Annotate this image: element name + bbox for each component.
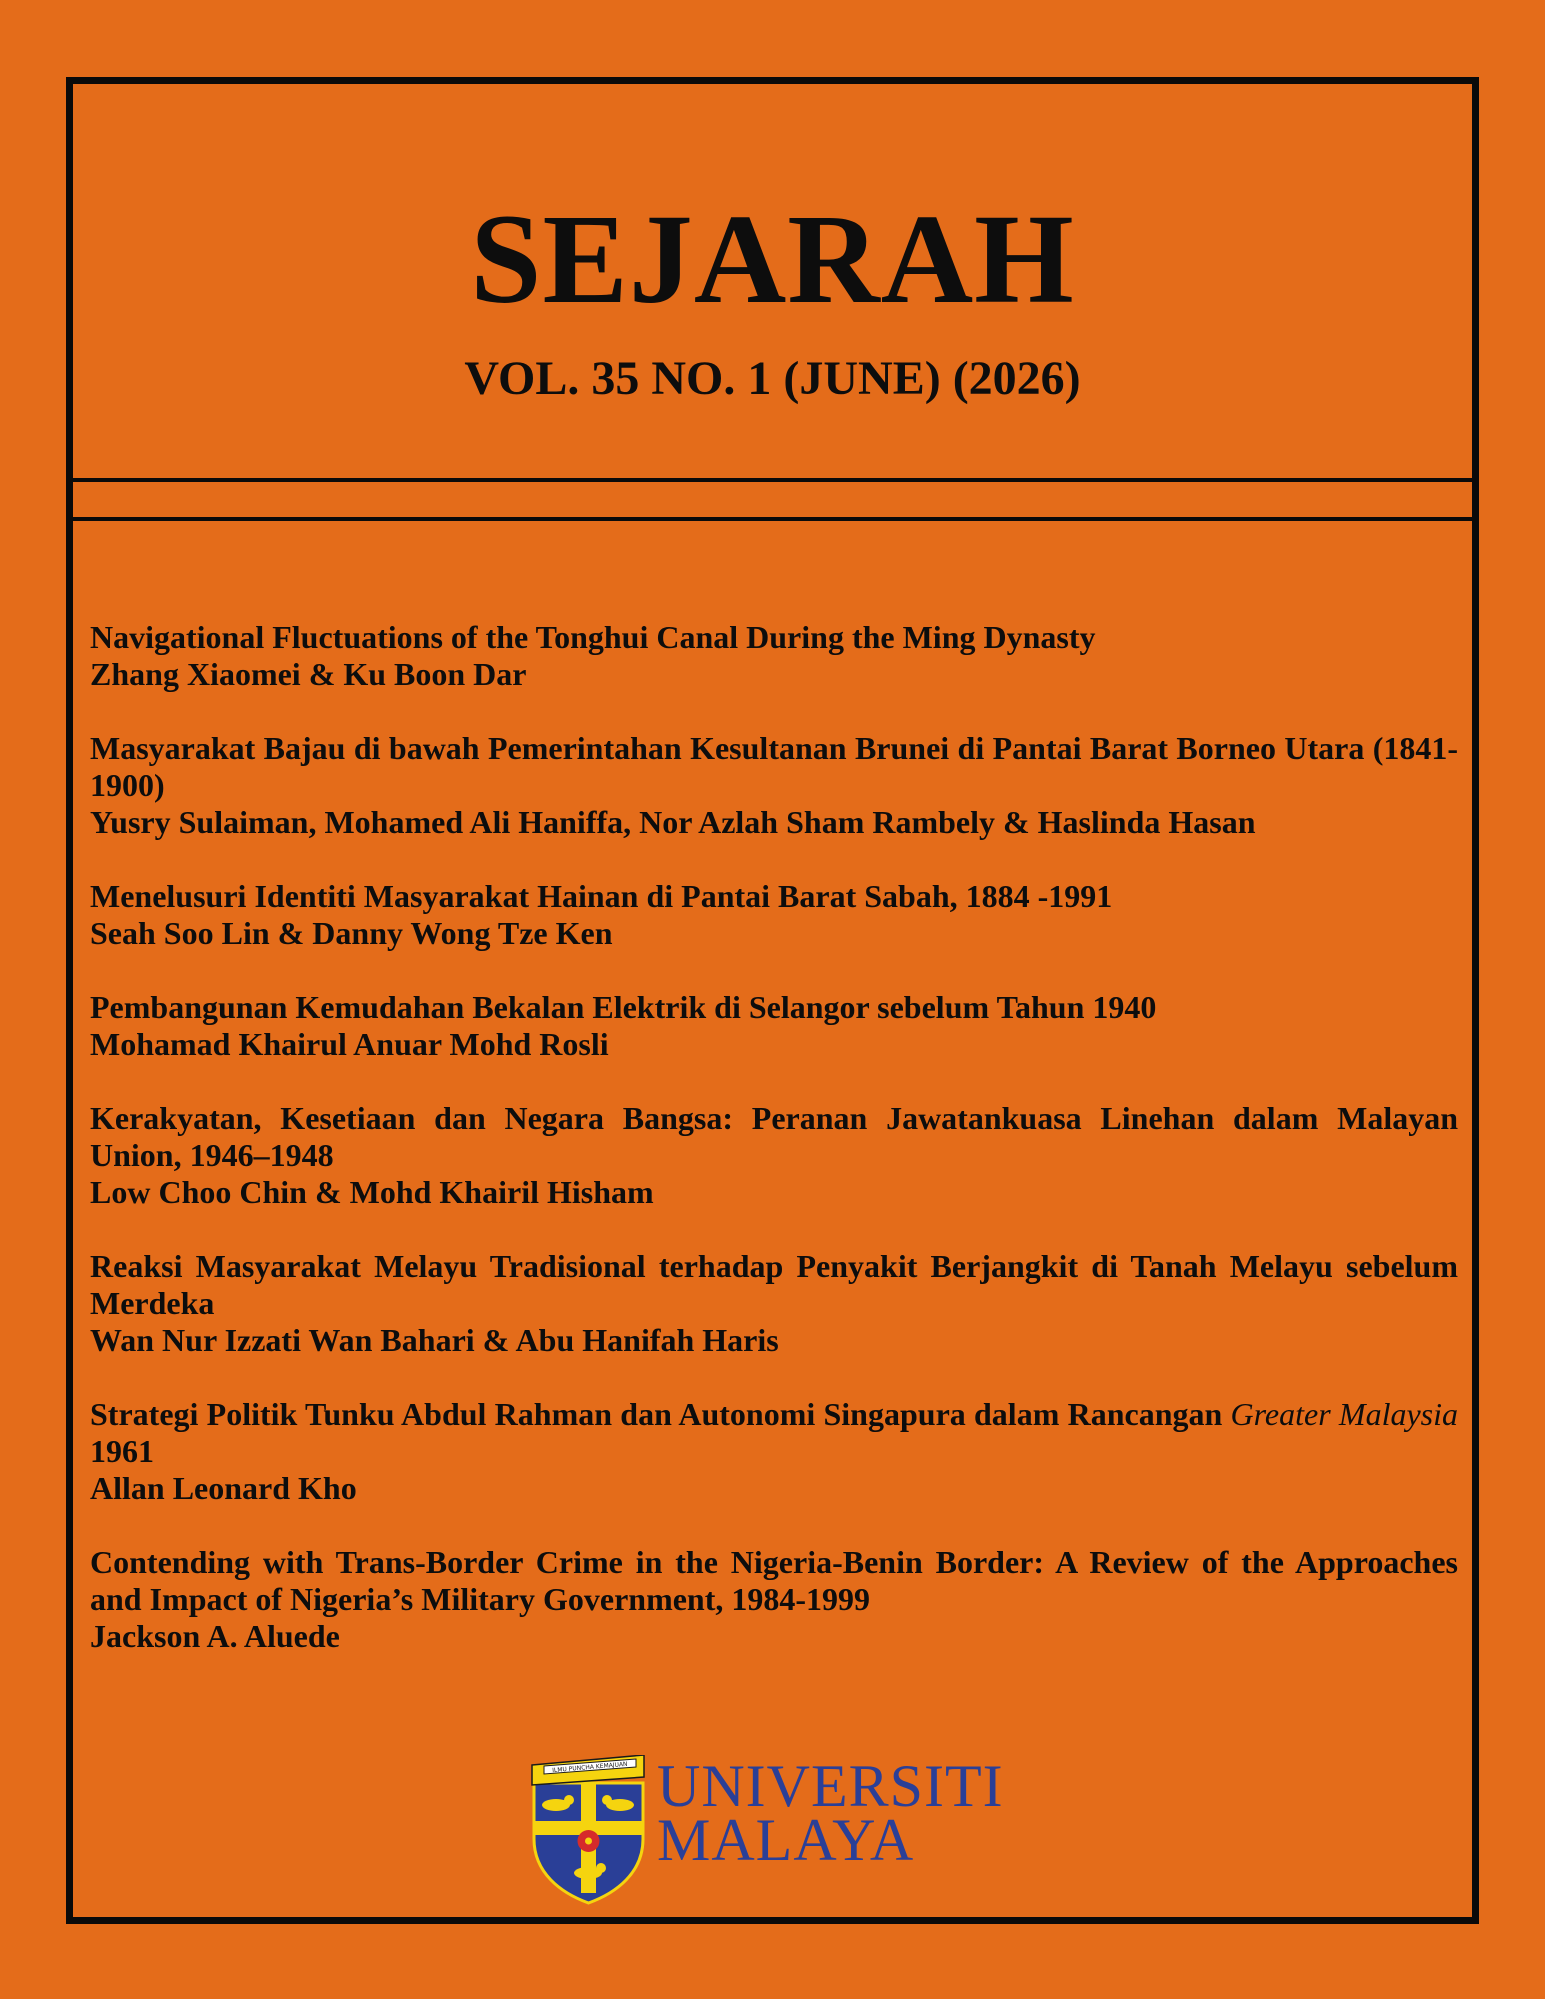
crest-motto: ILMU PUNCHA KEMAJUAN — [551, 1760, 628, 1775]
table-of-contents — [90, 619, 1458, 1692]
article-authors: Zhang Xiaomei & Ku Boon Dar — [90, 656, 527, 692]
article-authors: Low Choo Chin & Mohd Khairil Hisham — [90, 1174, 654, 1210]
article-title: Contending with Trans-Border Crime in the Nigeria-Benin Border: A Review of the Approaches and Impact of Nigeria’s Military Government, 1984-1999 — [90, 1544, 1458, 1617]
article-title: Pembangunan Kemudahan Bekalan Elektrik di Selangor sebelum Tahun 1940 — [90, 989, 1157, 1025]
university-name — [657, 1753, 1004, 1873]
article-entry — [90, 1544, 1458, 1655]
article-title-text: Strategi Politik Tunku Abdul Rahman dan Autonomi Singapura dalam Rancangan — [90, 1396, 1231, 1432]
article-title-year: 1961 — [90, 1433, 154, 1469]
journal-title: SEJARAH — [470, 188, 1075, 330]
article-title-italic: Greater Malaysia — [1230, 1396, 1459, 1432]
article-entry — [90, 989, 1458, 1063]
article-title: Kerakyatan, Kesetiaan dan Negara Bangsa: Peranan Jawatankuasa Linehan dalam Malayan Union, 1946–1948 — [90, 1100, 1458, 1173]
university-name-line2: MALAYA — [657, 1807, 915, 1873]
article-title — [90, 1396, 1458, 1470]
university-logo — [530, 1755, 1004, 1905]
article-entry — [90, 730, 1458, 841]
header-divider-top — [66, 478, 1479, 482]
journal-volume: VOL. 35 NO. 1 (JUNE) (2026) — [464, 352, 1081, 405]
article-authors: Jackson A. Aluede — [90, 1618, 340, 1654]
article-authors: Wan Nur Izzati Wan Bahari & Abu Hanifah Haris — [90, 1322, 779, 1358]
article-authors: Seah Soo Lin & Danny Wong Tze Ken — [90, 915, 613, 951]
article-authors: Allan Leonard Kho — [90, 1470, 357, 1506]
university-name-line1: UNIVERSITI — [657, 1753, 1004, 1819]
article-title: Reaksi Masyarakat Melayu Tradisional terhadap Penyakit Berjangkit di Tanah Melayu sebelum Merdeka — [90, 1248, 1458, 1321]
header-divider-bottom — [66, 517, 1479, 521]
article-entry — [90, 878, 1458, 952]
article-entry — [90, 1248, 1458, 1359]
article-authors: Mohamad Khairul Anuar Mohd Rosli — [90, 1026, 609, 1062]
article-entry — [90, 1100, 1458, 1211]
article-title: Menelusuri Identiti Masyarakat Hainan di Pantai Barat Sabah, 1884 -1991 — [90, 878, 1113, 914]
article-authors: Yusry Sulaiman, Mohamed Ali Haniffa, Nor Azlah Sham Rambely & Haslinda Hasan — [90, 804, 1256, 840]
article-entry — [90, 619, 1458, 693]
article-title: Navigational Fluctuations of the Tonghui Canal During the Ming Dynasty — [90, 619, 1096, 655]
university-crest-icon — [530, 1755, 647, 1905]
article-title: Masyarakat Bajau di bawah Pemerintahan Kesultanan Brunei di Pantai Barat Borneo Utara (1841-1900) — [90, 730, 1458, 803]
article-entry — [90, 1396, 1458, 1507]
